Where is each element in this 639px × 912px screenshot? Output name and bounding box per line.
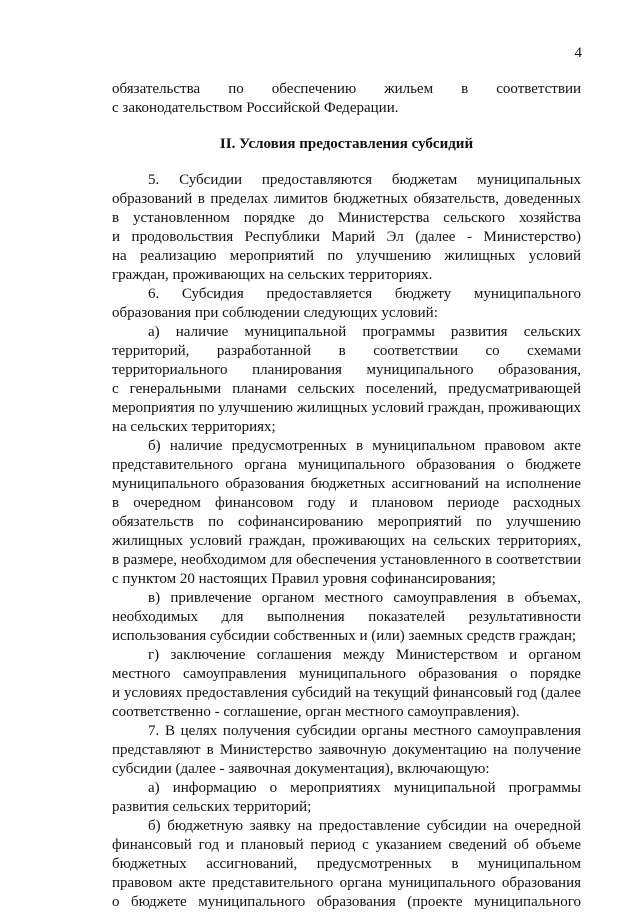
text-line: 5. Субсидии предоставляются бюджетам муниципальных: [148, 172, 581, 188]
paragraph: [112, 285, 581, 323]
text-line: с генеральными планами сельских поселений, предусматривающей: [112, 381, 581, 397]
document-body: [112, 80, 581, 912]
section-heading: II. Условия предоставления субсидий: [219, 136, 474, 152]
text-line: соответственно - соглашение, орган местного самоуправления).: [112, 704, 520, 720]
text-line: бюджетных ассигнований, предусмотренных в муниципальном: [112, 856, 581, 872]
text-line: мероприятия по улучшению жилищных условий граждан, проживающих: [112, 400, 581, 416]
paragraph: [112, 171, 581, 285]
text-line: необходимых для выполнения показателей результативности: [112, 609, 581, 625]
text-line: о бюджете муниципального образования (проекте муниципального: [112, 894, 581, 910]
text-line: и продовольствия Республики Марий Эл (далее - Министерство): [112, 229, 581, 245]
paragraph: [112, 722, 581, 779]
paragraph: [112, 323, 581, 437]
text-line: а) информацию о мероприятиях муниципальной программы: [148, 780, 581, 796]
text-line: использования субсидии собственных и (или) заемных средств граждан;: [112, 628, 577, 644]
text-line: 6. Субсидия предоставляется бюджету муниципального: [148, 286, 581, 302]
text-line: территориального планирования муниципального образования,: [112, 362, 581, 378]
text-line: с пунктом 20 настоящих Правил уровня софинансирования;: [112, 571, 496, 587]
text-line: жилищных условий граждан, проживающих на сельских территориях,: [112, 533, 581, 549]
text-line: финансовый год и плановый период с указанием сведений об объеме: [112, 837, 581, 853]
text-line: развития сельских территорий;: [112, 799, 312, 815]
text-line: правовом акте представительного органа муниципального образования: [112, 875, 581, 891]
text-line: обязательств по софинансированию мероприятий по улучшению: [112, 514, 581, 530]
text-line: б) наличие предусмотренных в муниципальном правовом акте: [148, 438, 581, 454]
paragraph: [112, 589, 581, 646]
text-line: местного самоуправления муниципального образования о порядке: [112, 666, 581, 682]
text-line: граждан, проживающих на сельских территориях.: [112, 267, 433, 283]
text-line: а) наличие муниципальной программы развития сельских: [148, 324, 581, 340]
paragraph: [112, 817, 581, 912]
continuation-paragraph: [112, 80, 581, 118]
text-line: в очередном финансовом году и плановом периоде расходных: [112, 495, 581, 511]
paragraph-list: [112, 171, 581, 912]
paragraph: [112, 646, 581, 722]
text-line: в установленном порядке до Министерства сельского хозяйства: [112, 210, 581, 226]
text-line: субсидии (далее - заявочная документация), включающую:: [112, 761, 490, 777]
paragraph: [112, 437, 581, 589]
text-line: представительного органа муниципального образования о бюджете: [112, 457, 581, 473]
text-line: и условиях предоставления субсидий на текущий финансовый год (далее: [112, 685, 581, 701]
text-line: территорий, разработанной в соответствии со схемами: [112, 343, 581, 359]
text-line: на реализацию мероприятий по улучшению жилищных условий: [112, 248, 581, 264]
text-line: образования при соблюдении следующих условий:: [112, 305, 438, 321]
text-line: представляют в Министерство заявочную документацию на получение: [112, 742, 581, 758]
page-number: 4: [574, 45, 582, 61]
text-line: на сельских территориях;: [112, 419, 276, 435]
text-line: б) бюджетную заявку на предоставление субсидии на очередной: [148, 818, 581, 834]
text-line: г) заключение соглашения между Министерством и органом: [148, 647, 581, 663]
text-line: образований в пределах лимитов бюджетных обязательств, доведенных: [112, 191, 581, 207]
text-line: в размере, необходимом для обеспечения установленного в соответствии: [112, 552, 581, 568]
text-line: муниципального образования бюджетных ассигнований на исполнение: [112, 476, 581, 492]
text-line: с законодательством Российской Федерации.: [112, 100, 399, 116]
paragraph: [112, 779, 581, 817]
text-line: 7. В целях получения субсидии органы местного самоуправления: [148, 723, 581, 739]
text-line: обязательства по обеспечению жильем в соответствии: [112, 81, 581, 97]
text-line: в) привлечение органом местного самоуправления в объемах,: [148, 590, 581, 606]
